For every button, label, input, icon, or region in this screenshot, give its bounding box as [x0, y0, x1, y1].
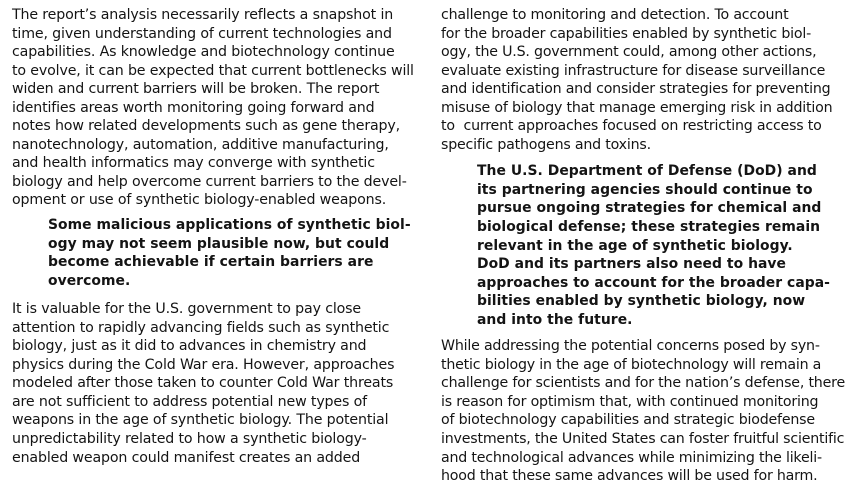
text-line: and identification and consider strategies for preventing — [441, 81, 831, 98]
text-line: biology and help overcome current barriers to the devel- — [12, 173, 407, 190]
text-line: misuse of biology that manage emerging risk in addition — [441, 99, 833, 116]
text-line: for the broader capabilities enabled by synthetic biol- — [441, 25, 812, 42]
callout-line: The U.S. Department of Defense (DoD) and — [477, 163, 817, 180]
right-paragraph-2 — [441, 337, 845, 485]
text-line: It is valuable for the U.S. government to pay close — [12, 301, 361, 318]
text-line: is reason for optimism that, with continued monitoring — [441, 393, 819, 410]
callout-line: pursue ongoing strategies for chemical and — [477, 200, 822, 217]
left-paragraph-2 — [12, 300, 420, 467]
text-line: investments, the United States can foster fruitful scientific — [441, 431, 845, 448]
text-line: biology, just as it did to advances in chemistry and — [12, 338, 367, 355]
left-callout — [48, 216, 420, 290]
text-line: challenge to monitoring and detection. To account — [441, 7, 789, 23]
callout-line: biological defense; these strategies remain — [477, 219, 821, 236]
text-line: While addressing the potential concerns posed by syn- — [441, 338, 820, 355]
text-line: capabilities. As knowledge and biotechnology continue — [12, 44, 395, 61]
callout-line: and into the future. — [477, 311, 633, 328]
callout-line: overcome. — [48, 272, 131, 289]
right-callout — [477, 162, 841, 329]
right-column — [441, 0, 845, 486]
text-line: notes how related developments such as gene therapy, — [12, 118, 401, 135]
text-line: attention to rapidly advancing fields such as synthetic — [12, 319, 390, 336]
callout-line: Some malicious applications of synthetic biol- — [48, 217, 411, 234]
callout-line: DoD and its partners also need to have — [477, 256, 787, 273]
text-line: modeled after those taken to counter Cold War threats — [12, 375, 394, 392]
text-line: and health informatics may converge with synthetic — [12, 155, 375, 172]
text-line: thetic biology in the age of biotechnology will remain a — [441, 356, 822, 373]
text-line: weapons in the age of synthetic biology. The potential — [12, 412, 389, 429]
left-column — [12, 0, 420, 467]
text-line: physics during the Cold War era. However, approaches — [12, 356, 395, 373]
text-line: to evolve, it can be expected that current bottlenecks will — [12, 62, 414, 79]
text-line: unpredictability related to how a synthetic biology- — [12, 431, 367, 448]
text-line: opment or use of synthetic biology-enabled weapons. — [12, 192, 387, 209]
text-line: of biotechnology capabilities and strategic biodefense — [441, 412, 815, 429]
callout-line: approaches to account for the broader capa- — [477, 274, 830, 291]
left-paragraph-1 — [12, 6, 420, 210]
callout-line: become achievable if certain barriers are — [48, 254, 374, 271]
right-paragraph-1 — [441, 6, 841, 154]
text-line: identifies areas worth monitoring going forward and — [12, 99, 375, 116]
callout-line: its partnering agencies should continue to — [477, 181, 813, 198]
text-line: specific pathogens and toxins. — [441, 136, 651, 153]
text-line: The report’s analysis necessarily reflects a snapshot in — [12, 7, 394, 23]
text-line: challenge for scientists and for the nation’s defense, there — [441, 375, 845, 392]
text-line: nanotechnology, automation, additive manufacturing, — [12, 136, 389, 153]
text-line: ogy, the U.S. government could, among other actions, — [441, 44, 817, 61]
text-line: enabled weapon could manifest creates an added — [12, 449, 361, 466]
text-line: widen and current barriers will be broken. The report — [12, 81, 380, 98]
text-line: time, given understanding of current technologies and — [12, 25, 392, 42]
text-line: to current approaches focused on restricting access to — [441, 118, 822, 135]
text-line: evaluate existing infrastructure for disease surveillance — [441, 62, 826, 79]
text-line: hood that these same advances will be used for harm. — [441, 468, 818, 485]
text-line: and technological advances while minimizing the likeli- — [441, 449, 822, 466]
callout-line: bilities enabled by synthetic biology, now — [477, 293, 806, 310]
callout-line: relevant in the age of synthetic biology. — [477, 237, 793, 254]
text-line: are not sufficient to address potential new types of — [12, 393, 367, 410]
callout-line: ogy may not seem plausible now, but could — [48, 235, 390, 252]
